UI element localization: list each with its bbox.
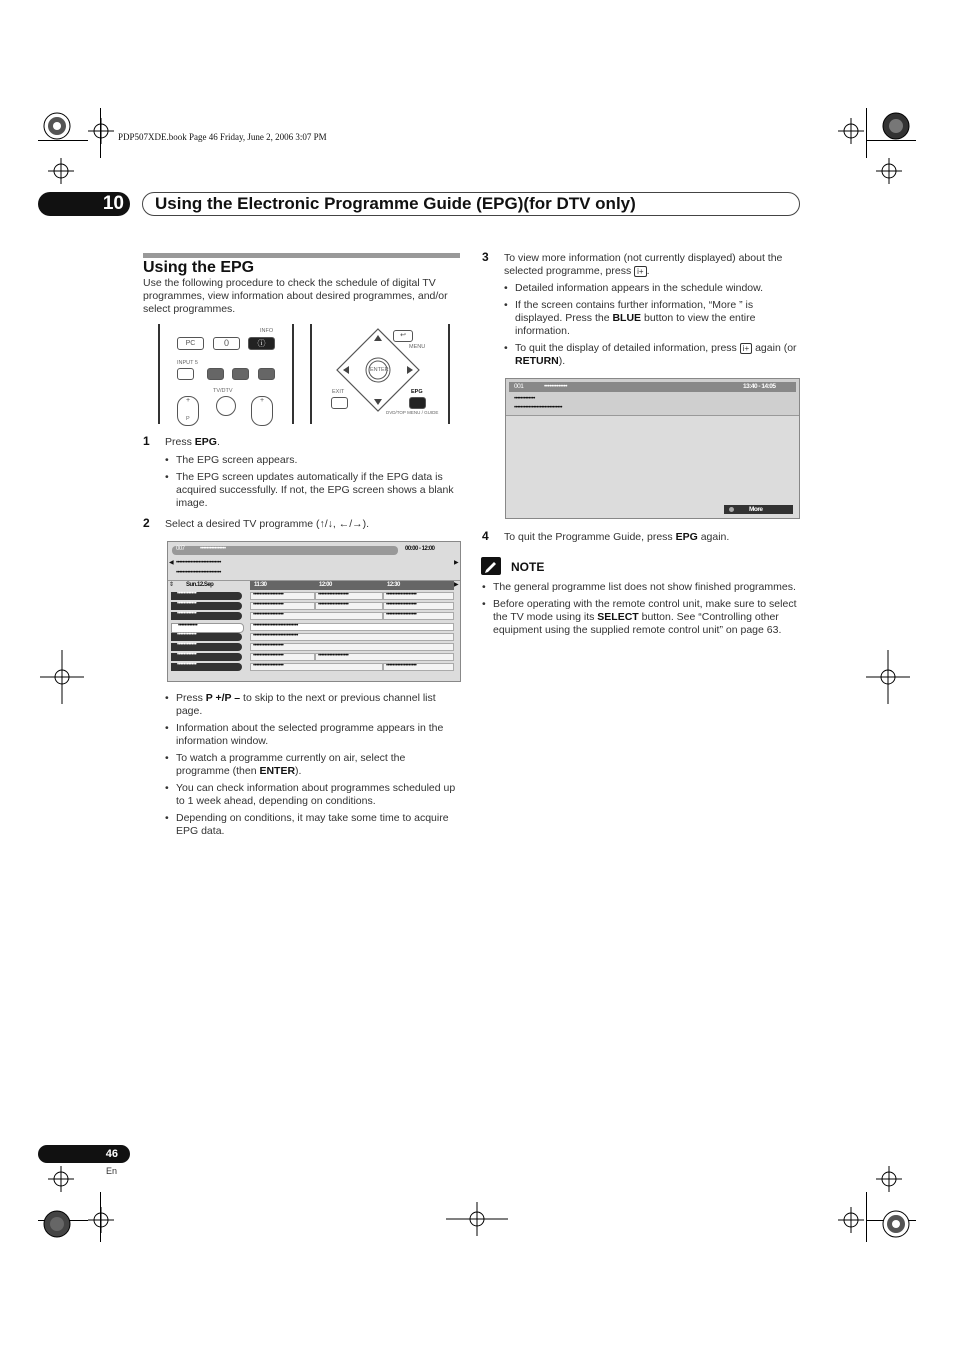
note-pencil-icon bbox=[481, 557, 501, 575]
crosshair-icon bbox=[88, 118, 114, 144]
page-number: 46 bbox=[38, 1145, 130, 1163]
registration-circle-icon bbox=[881, 1209, 911, 1239]
info-button: ⓘ bbox=[248, 337, 275, 350]
list-item: • You can check information about programmes scheduled up to 1 week ahead, depending on conditions. bbox=[165, 782, 461, 808]
arrow-keys-icon: ↑/↓, ←/→ bbox=[319, 518, 363, 530]
crosshair-icon bbox=[876, 1166, 902, 1192]
epg-program-cell: ••••••••••••••••••• bbox=[250, 663, 383, 671]
epg-program-cell: ••••••••••••••••••• bbox=[250, 592, 315, 600]
more-indicator bbox=[724, 505, 793, 514]
epg-time-slot: 12:00 bbox=[319, 582, 332, 588]
crosshair-icon bbox=[48, 1166, 74, 1192]
color-button bbox=[232, 368, 249, 380]
epg-program-cell: ••••••••••••••••••• bbox=[250, 602, 315, 610]
guide-label: DVD/TOP MENU / GUIDE bbox=[386, 410, 439, 415]
list-item: • Press P +/P – to skip to the next or previous channel list page. bbox=[165, 692, 461, 718]
epg-program-cell: ••••••••••••••••••• bbox=[250, 653, 315, 661]
language-label: En bbox=[106, 1166, 118, 1176]
step-number: 2 bbox=[143, 516, 150, 530]
epg-channel-row: •••••••••••• bbox=[171, 643, 242, 651]
epg-program-cell: ••••••••••••••••••• bbox=[383, 663, 454, 671]
zero-button: 0 bbox=[213, 337, 240, 350]
crosshair-icon bbox=[48, 158, 74, 184]
left-arrow-icon: ◀ bbox=[169, 560, 174, 566]
color-button bbox=[207, 368, 224, 380]
epg-program-cell: •••••••••••••••••••••••••••• bbox=[250, 633, 454, 641]
blue-button-icon bbox=[729, 507, 734, 512]
note-label: NOTE bbox=[511, 560, 545, 574]
epg-time-range: 00:00 - 12:00 bbox=[405, 546, 435, 552]
list-item: • The general programme list does not show finished programmes. bbox=[482, 581, 800, 594]
step-3-bullets bbox=[504, 282, 800, 372]
epg-channel: 007 bbox=[176, 546, 185, 552]
info-dots: •••••••••••••••••••••••••••••• bbox=[514, 405, 563, 411]
up-down-icon: ⇕ bbox=[169, 582, 174, 588]
info-time: 13:40 - 14:05 bbox=[743, 383, 776, 390]
list-item: • The EPG screen updates automatically if the EPG data is acquired successfully. If not, the EPG screen shows a blank image. bbox=[165, 471, 461, 510]
crosshair-icon bbox=[866, 650, 910, 704]
epg-channel-row: •••••••••••• bbox=[171, 653, 242, 661]
epg-program-cell: ••••••••••••••••••• bbox=[383, 592, 454, 600]
input-label: INPUT 5 bbox=[177, 360, 198, 366]
epg-channel-row: •••••••••••• bbox=[171, 633, 242, 641]
step-2-text: Select a desired TV programme (↑/↓, ←/→). bbox=[165, 518, 370, 530]
step-number: 3 bbox=[482, 250, 489, 264]
info-channel: 001 bbox=[514, 383, 524, 390]
info-button-icon: i+ bbox=[634, 266, 646, 277]
step-3-text: To view more information (not currently displayed) about the selected programme, press i+ . bbox=[504, 252, 783, 277]
crosshair-icon bbox=[40, 650, 84, 704]
epg-program-cell: ••••••••••••••••••• bbox=[315, 592, 383, 600]
info-label: INFO bbox=[260, 328, 274, 334]
step-1-text: Press EPG. bbox=[165, 436, 220, 448]
epg-program-cell: ••••••••••••••••••• bbox=[383, 612, 454, 620]
epg-dots: •••••••••••••••••••••••••••• bbox=[176, 560, 221, 566]
return-button: ↩ bbox=[393, 330, 413, 342]
intro-paragraph: Use the following procedure to check the schedule of digital TV programmes, view information about desired programmes, and/or select programmes. bbox=[143, 277, 448, 315]
epg-button bbox=[409, 397, 426, 409]
crosshair-icon bbox=[838, 1207, 864, 1233]
more-label: More bbox=[749, 506, 763, 513]
list-item: • Before operating with the remote control unit, make sure to select the TV mode using its SELECT button. See “Controlling other equipment using the supplied remote control unit” on page 63. bbox=[482, 598, 800, 637]
tvdtv-button bbox=[216, 396, 236, 416]
enter-label: ENTER bbox=[370, 367, 389, 373]
step-4-text: To quit the Programme Guide, press EPG again. bbox=[504, 531, 730, 543]
epg-channel-row: •••••••••••• bbox=[171, 592, 242, 600]
info-dots: ••••••••••••• bbox=[544, 383, 568, 390]
menu-label: MENU bbox=[409, 344, 426, 350]
epg-channel-row: •••••••••••• bbox=[171, 602, 242, 610]
section-heading: Using the EPG bbox=[143, 259, 255, 276]
info-button-icon: i+ bbox=[740, 343, 752, 354]
epg-program-cell: ••••••••••••••••••• bbox=[250, 612, 383, 620]
p-label: P bbox=[186, 416, 190, 422]
chapter-title: Using the Electronic Programme Guide (EPG)(for DTV only) bbox=[142, 192, 800, 216]
volume-button: + bbox=[251, 396, 273, 426]
crosshair-icon bbox=[876, 158, 902, 184]
crosshair-icon bbox=[88, 1207, 114, 1233]
crop-mark bbox=[866, 1192, 867, 1242]
list-item: • The EPG screen appears. bbox=[165, 454, 461, 467]
pc-button: PC bbox=[177, 337, 204, 350]
info-screen bbox=[505, 378, 800, 519]
right-arrow-icon: ▶ bbox=[454, 582, 459, 588]
exit-label: EXIT bbox=[332, 389, 345, 395]
epg-channel-row: •••••••••••• bbox=[171, 623, 244, 633]
step-number: 4 bbox=[482, 529, 489, 543]
list-item: • To quit the display of detailed information, press i+ again (or RETURN). bbox=[504, 342, 800, 368]
epg-dots: •••••••••••••••••••••••••••• bbox=[176, 570, 221, 576]
registration-circle-icon bbox=[881, 111, 911, 141]
epg-program-cell: ••••••••••••••••••• bbox=[315, 602, 383, 610]
epg-program-cell-selected: •••••••••••••••••••••••••••• bbox=[250, 623, 454, 631]
list-item: • Information about the selected programme appears in the information window. bbox=[165, 722, 461, 748]
epg-program-cell: ••••••••••••••••••• bbox=[250, 643, 454, 651]
channel-button: + bbox=[177, 396, 199, 426]
right-arrow-icon: ▶ bbox=[454, 560, 459, 566]
registration-circle-icon bbox=[42, 111, 72, 141]
note-bullets bbox=[482, 581, 800, 641]
epg-channel-row: •••••••••••• bbox=[171, 663, 242, 671]
print-info: PDP507XDE.book Page 46 Friday, June 2, 2006 3:07 PM bbox=[118, 132, 327, 142]
epg-program-cell: ••••••••••••••••••• bbox=[315, 653, 454, 661]
info-dots: ••••••••••••• bbox=[514, 396, 535, 402]
remote-illustration bbox=[155, 324, 451, 424]
epg-program-cell: ••••••••••••••••••• bbox=[383, 602, 454, 610]
color-button bbox=[258, 368, 275, 380]
tvdtv-label: TV/DTV bbox=[213, 388, 233, 394]
epg-label: EPG bbox=[411, 389, 423, 395]
epg-dots: •••••••••••••••• bbox=[200, 546, 226, 552]
crop-mark bbox=[866, 108, 867, 158]
list-item: • Detailed information appears in the schedule window. bbox=[504, 282, 800, 295]
step-number: 1 bbox=[143, 434, 150, 448]
epg-screen bbox=[167, 541, 461, 682]
epg-time-slot: 11:30 bbox=[254, 582, 267, 588]
section-rule bbox=[143, 253, 460, 258]
list-item: • If the screen contains further information, “More ” is displayed. Press the BLUE button to view the entire information. bbox=[504, 299, 800, 338]
step-2-bullets bbox=[165, 692, 461, 842]
list-item: • To watch a programme currently on air, select the programme (then ENTER). bbox=[165, 752, 461, 778]
registration-circle-icon bbox=[42, 1209, 72, 1239]
crosshair-icon bbox=[446, 1202, 508, 1236]
list-item: • Depending on conditions, it may take some time to acquire EPG data. bbox=[165, 812, 461, 838]
exit-button bbox=[331, 397, 348, 409]
epg-channel-row: •••••••••••• bbox=[171, 612, 242, 620]
chapter-number: 10 bbox=[38, 192, 130, 216]
crosshair-icon bbox=[838, 118, 864, 144]
epg-date: Sun.12.Sep bbox=[186, 582, 214, 588]
input-button bbox=[177, 368, 194, 380]
step-1-bullets bbox=[165, 454, 461, 514]
epg-time-slot: 12:30 bbox=[387, 582, 400, 588]
